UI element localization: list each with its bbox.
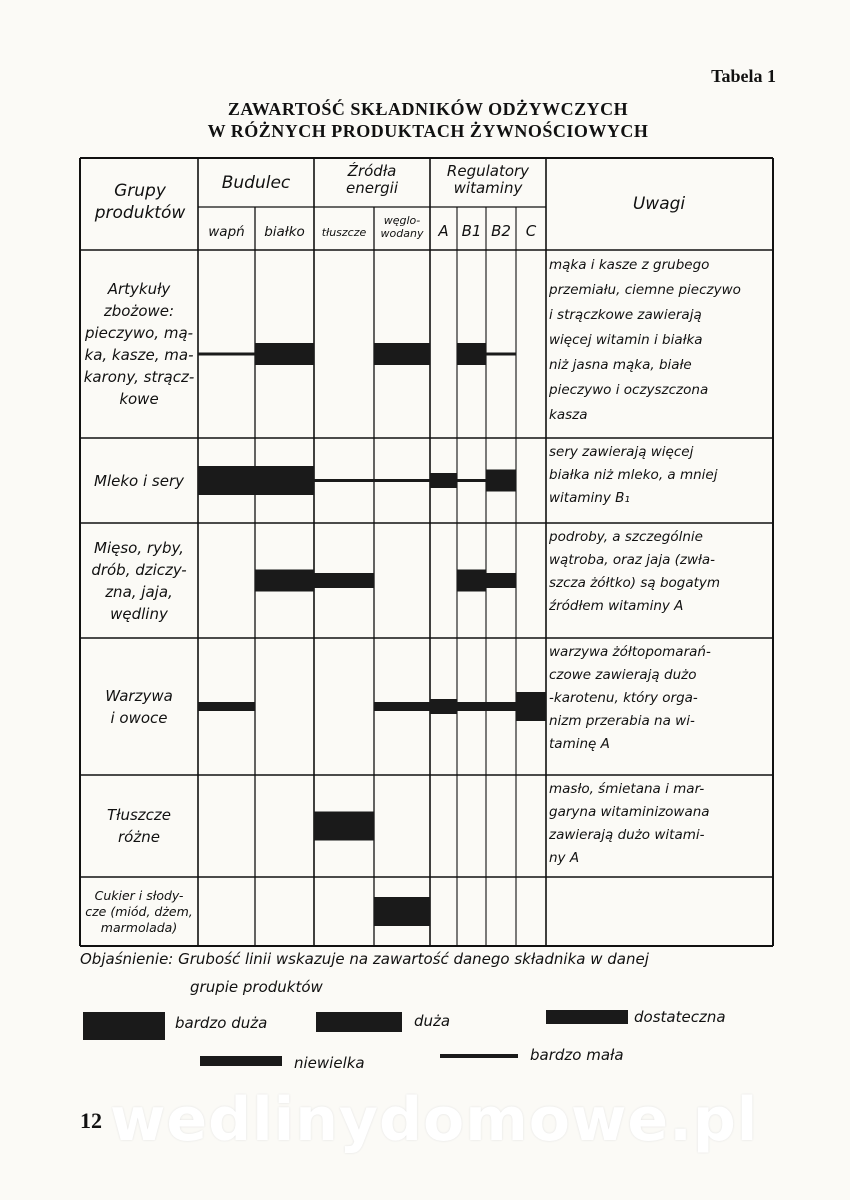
legend-label-niewielka: niewielka [294, 1054, 365, 1072]
explanation-text-cont: grupie produktów [190, 978, 323, 996]
row-3-notes [549, 526, 771, 618]
subheader-b2: B2 [491, 222, 511, 240]
bar-row2-bialko [255, 466, 314, 495]
note-line: i strączkowe zawierają [549, 307, 702, 323]
note-line: nizm przerabia na wi- [549, 713, 695, 729]
note-line: warzywa żółtopomarań- [549, 644, 711, 660]
row-4-product-group [82, 685, 196, 729]
product-group-line: wędliny [110, 604, 168, 623]
bar-row1-b1 [457, 343, 486, 365]
note-line: czowe zawierają dużo [549, 667, 697, 683]
row-5-notes [549, 778, 771, 870]
bar-row6-weglowodany [374, 897, 430, 926]
legend-label-duza: duża [414, 1012, 451, 1030]
header-zrodla-energii [314, 163, 430, 197]
table-label: Tabela 1 [711, 66, 776, 86]
product-group-line: Tłuszcze [106, 806, 171, 824]
watermark: wedlinydomowe.pl [110, 1085, 759, 1155]
title-line-2: W RÓŻNYCH PRODUKTACH ŻYWNOŚCIOWYCH [207, 121, 649, 141]
subheader-a: A [438, 222, 449, 240]
header-regulatory-line1: Regulatory [446, 162, 530, 180]
product-group-line: Mleko i sery [94, 471, 184, 490]
title-line-1: ZAWARTOŚĆ SKŁADNIKÓW ODŻYWCZYCH [227, 99, 629, 119]
subheader-weglo-line2: wodany [380, 227, 424, 240]
row-6-product-group [82, 888, 196, 936]
bar-row3-tluszcze [314, 573, 374, 588]
header-groups-line1: Grupy [114, 181, 166, 201]
subheader-c: C [525, 222, 537, 240]
legend-label-dostateczna: dostateczna [634, 1008, 726, 1026]
legend-swatch-duza [316, 1012, 402, 1032]
legend-swatch-niewielka [200, 1056, 282, 1066]
note-line: kasza [549, 407, 588, 423]
header-groups-line2: produktów [94, 203, 186, 223]
note-line: podroby, a szczególnie [549, 529, 703, 545]
subheader-bialko: białko [264, 224, 305, 240]
product-group-line: pieczywo, mą- [84, 324, 194, 342]
header-groups [82, 180, 198, 224]
subheader-b1: B1 [461, 222, 482, 240]
note-line: witaminy B₁ [549, 490, 630, 506]
bar-row3-b1 [457, 570, 486, 592]
product-group-line: karony, strącz- [83, 368, 195, 386]
subheader-wapn: wapń [208, 224, 245, 240]
product-group-line: ka, kasze, ma- [84, 346, 194, 364]
note-line: wątroba, oraz jaja (zwła- [549, 552, 716, 568]
row-2-product-group [82, 470, 196, 492]
header-energia-line1: Źródła [347, 162, 397, 180]
bar-row4-c [516, 692, 546, 721]
bar-row4-b1 [457, 702, 486, 711]
row-1-notes [549, 253, 771, 428]
note-line: więcej witamin i białka [549, 332, 703, 348]
legend-swatch-bardzo-mala [440, 1054, 518, 1058]
legend-label-bardzo-duza: bardzo duża [175, 1014, 268, 1032]
bar-row1-bialko [255, 343, 314, 365]
bar-row1-b2 [486, 353, 516, 356]
note-line: niż jasna mąka, białe [549, 357, 692, 373]
bar-row3-b2 [486, 573, 516, 588]
header-regulatory [430, 163, 546, 197]
bar-row4-b2 [486, 702, 516, 711]
product-group-line: różne [118, 828, 160, 846]
note-line: zawierają dużo witami- [549, 827, 705, 843]
note-line: sery zawierają więcej [549, 444, 694, 460]
bar-row2-weglowodany [374, 479, 430, 482]
note-line: pieczywo i oczyszczona [549, 382, 709, 398]
note-line: szcza żółtko) są bogatym [549, 575, 721, 591]
bar-row2-b1 [457, 479, 486, 482]
product-group-line: Cukier i słody- [94, 887, 184, 903]
header-energia-line2: energii [346, 179, 398, 197]
bar-row1-weglowodany [374, 343, 430, 365]
note-line: źródłem witaminy A [549, 598, 684, 614]
product-group-line: i owoce [110, 708, 168, 727]
product-group-line: zbożowe: [103, 302, 175, 320]
legend-swatch-dostateczna [546, 1010, 628, 1024]
product-group-line: Warzywa [105, 686, 173, 705]
row-2-notes [549, 441, 771, 510]
page-number: 12 [80, 1108, 102, 1133]
bar-row4-wapn [198, 702, 255, 711]
bar-row2-a [430, 473, 457, 488]
row-3-product-group [82, 537, 196, 625]
product-group-line: Mięso, ryby, [94, 538, 184, 557]
header-uwagi: Uwagi [632, 194, 686, 214]
bar-row1-wapn [198, 353, 255, 356]
product-group-line: drób, dziczy- [91, 560, 187, 579]
product-group-line: cze (miód, dżem, [85, 903, 193, 919]
header-regulatory-line2: witaminy [453, 179, 523, 197]
product-group-line: zna, jaja, [105, 582, 173, 601]
row-5-product-group [82, 804, 196, 848]
subheader-tluszcze: tłuszcze [321, 226, 367, 239]
note-line: ny A [549, 850, 580, 866]
subheader-weglowodany [374, 214, 430, 240]
note-line: przemiału, ciemne pieczywo [549, 282, 741, 298]
note-line: garyna witaminizowana [549, 804, 710, 820]
note-line: białka niż mleko, a mniej [549, 467, 718, 483]
bar-row3-bialko [255, 570, 314, 592]
bar-row4-weglowodany [374, 702, 430, 711]
bar-row5-tluszcze [314, 812, 374, 841]
row-4-notes [549, 641, 771, 756]
product-group-line: Artykuły [107, 280, 171, 298]
subheader-weglo-line1: węglo- [383, 214, 421, 227]
row-1-product-group [82, 278, 196, 410]
bar-row2-b2 [486, 470, 516, 492]
product-group-line: kowe [119, 390, 159, 408]
bar-row4-a [430, 699, 457, 714]
note-line: taminę A [549, 736, 610, 752]
note-line: masło, śmietana i mar- [549, 781, 705, 797]
header-budulec: Budulec [221, 173, 291, 193]
legend-label-bardzo-mala: bardzo mała [530, 1046, 624, 1064]
legend-swatch-bardzo-duza [83, 1012, 165, 1040]
bar-row2-tluszcze [314, 479, 374, 482]
bar-row2-wapn [198, 466, 255, 495]
note-line: -karotenu, który orga- [549, 690, 698, 706]
product-group-line: marmolada) [100, 919, 178, 935]
note-line: mąka i kasze z grubego [549, 257, 710, 273]
explanation-text: Objaśnienie: Grubość linii wskazuje na zawartość danego składnika w danej [80, 950, 649, 968]
